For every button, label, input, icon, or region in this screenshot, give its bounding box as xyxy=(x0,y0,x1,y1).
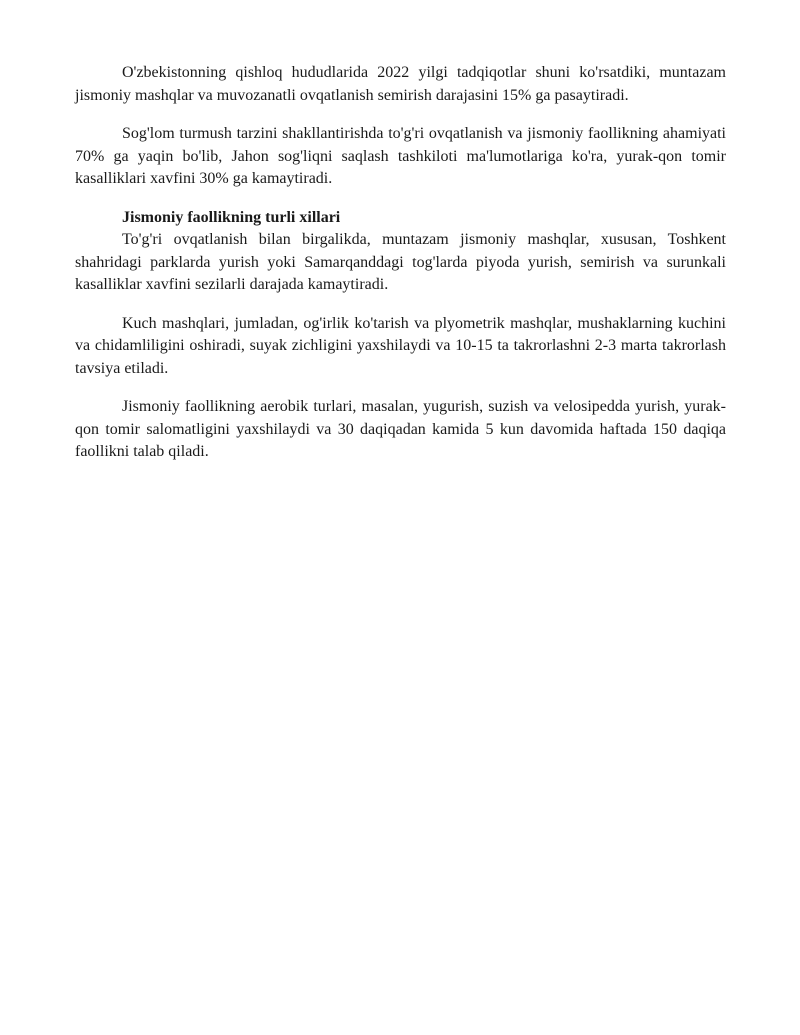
paragraph-section-3: Jismoniy faollikning aerobik turlari, masalan, yugurish, suzish va velosipedda yurish, yurak-qon tomir salomatligini yaxshilaydi va 30 daqiqadan kamida 5 kun davomida haftada 150 daqiqa faollikni talab qiladi. xyxy=(75,398,726,460)
paragraph-section-2: Kuch mashqlari, jumladan, og'irlik ko'tarish va plyometrik mashqlar, mushaklarning kuchini va chidamliligini oshiradi, suyak zichligini yaxshilaydi va 10-15 ta takrorlashni 2-3 marta takrorlash tavsiya etiladi. xyxy=(75,314,726,377)
paragraph-intro-2: Sog'lom turmush tarzini shakllantirishda to'g'ri ovqatlanish va jismoniy faollikning ahamiyati 70% ga yaqin bo'lib, Jahon sog'liqni saqlash tashkiloti ma'lumotlariga ko'ra, yurak-qon tomir kasalliklari xavfini 30% ga kamaytiradi. xyxy=(75,125,726,187)
paragraph-section-1: To'g'ri ovqatlanish bilan birgalikda, muntazam jismoniy mashqlar, xususan, Toshkent shahridagi parklarda yurish yoki Samarqanddagi tog'larda piyoda yurish, semirish va surunkali kasalliklar xavfini sezilarli darajada kamaytiradi. xyxy=(75,231,726,293)
paragraph-intro-1: O'zbekistonning qishloq hududlarida 2022 yilgi tadqiqotlar shuni ko'rsatdiki, muntazam jismoniy mashqlar va muvozanatli ovqatlanish semirish darajasini 15% ga pasaytiradi. xyxy=(75,64,726,104)
document-page xyxy=(75,62,726,480)
section-heading: Jismoniy faollikning turli xillari xyxy=(122,208,341,226)
